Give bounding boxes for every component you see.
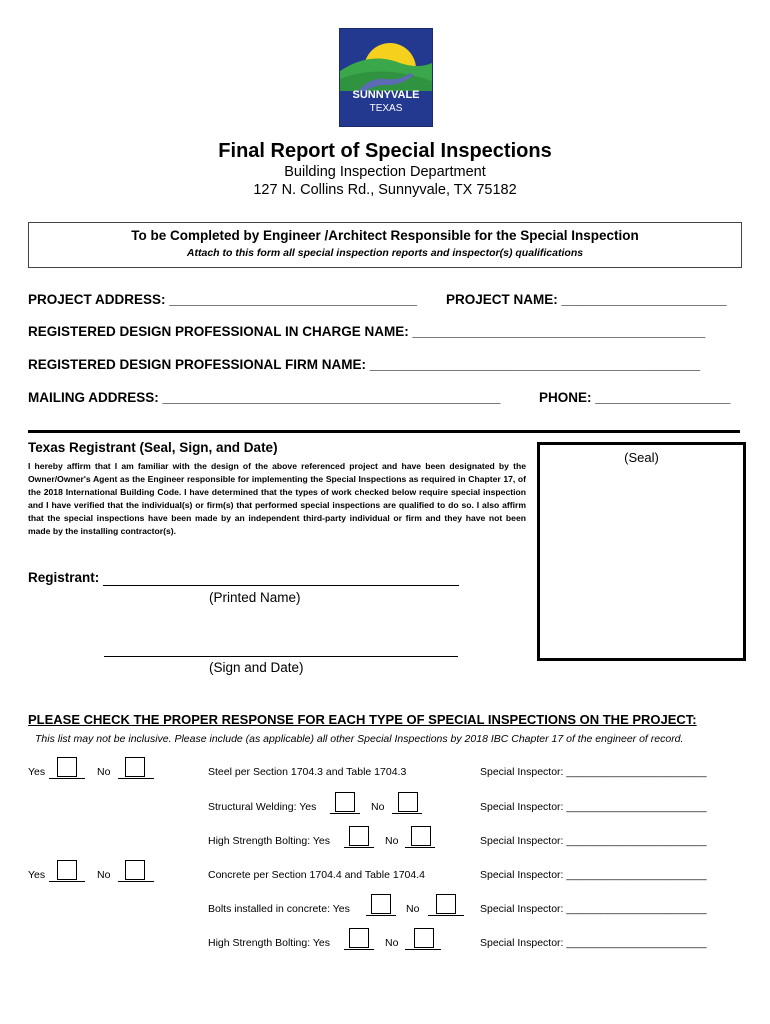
steel-no-checkbox[interactable] [125,757,145,777]
logo-city-name: SUNNYVALE [352,89,420,101]
bolts-concrete-no-label: No [406,903,420,915]
hs-bolting-1-inspector-field[interactable]: Special Inspector: ________________________ [480,835,707,847]
welding-yes-underline [330,813,360,814]
section-divider [28,430,740,433]
welding-label: Structural Welding: Yes [208,801,317,813]
concrete-inspector-field[interactable]: Special Inspector: ________________________ [480,869,707,881]
hs-bolting-1-label: High Strength Bolting: Yes [208,835,331,847]
concrete-yes-underline [49,881,85,882]
registrant-heading: Texas Registrant (Seal, Sign, and Date) [28,440,278,455]
registrant-name-line[interactable] [103,585,459,586]
hs-bolting-2-inspector-field[interactable]: Special Inspector: ________________________ [480,937,707,949]
city-logo [339,28,433,127]
bolts-concrete-yes-underline [366,915,396,916]
bolts-concrete-label: Bolts installed in concrete: Yes [208,903,350,915]
welding-no-underline [392,813,422,814]
concrete-no-checkbox[interactable] [125,860,145,880]
mailing-address-field[interactable]: MAILING ADDRESS: _____________________________________________ [28,390,501,405]
concrete-no-underline [118,881,154,882]
steel-yes-checkbox[interactable] [57,757,77,777]
welding-yes-checkbox[interactable] [335,792,355,812]
steel-no-label: No [97,766,111,778]
seal-box[interactable] [537,442,746,661]
hs-bolting-2-no-checkbox[interactable] [414,928,434,948]
bolts-concrete-yes-checkbox[interactable] [371,894,391,914]
department-name: Building Inspection Department [284,164,486,180]
checklist-heading: PLEASE CHECK THE PROPER RESPONSE FOR EACH TYPE OF SPECIAL INSPECTIONS ON THE PROJECT: [28,712,697,727]
department-address: 127 N. Collins Rd., Sunnyvale, TX 75182 [253,182,517,198]
concrete-label: Concrete per Section 1704.4 and Table 1704.4 [208,869,425,881]
bolts-concrete-no-underline [428,915,464,916]
printed-name-caption: (Printed Name) [209,590,301,605]
steel-yes-underline [49,778,85,779]
project-name-field[interactable]: PROJECT NAME: ______________________ [446,292,727,307]
welding-no-checkbox[interactable] [398,792,418,812]
instructions-heading: To be Completed by Engineer /Architect Responsible for the Special Inspection [131,228,639,243]
hs-bolting-1-yes-underline [344,847,374,848]
concrete-no-label: No [97,869,111,881]
rdp-firm-field[interactable]: REGISTERED DESIGN PROFESSIONAL FIRM NAME: ____________________________________________ [28,357,701,372]
welding-inspector-field[interactable]: Special Inspector: ________________________ [480,801,707,813]
logo-state-name: TEXAS [369,103,403,114]
concrete-yes-label: Yes [28,869,46,881]
hs-bolting-2-yes-underline [344,949,374,950]
bolts-concrete-no-checkbox[interactable] [436,894,456,914]
page-title: Final Report of Special Inspections [218,140,552,162]
hs-bolting-1-no-checkbox[interactable] [411,826,431,846]
hs-bolting-2-no-underline [405,949,441,950]
concrete-yes-checkbox[interactable] [57,860,77,880]
welding-no-label: No [371,801,385,813]
affirmation-text: I hereby affirm that I am familiar with the design of the above referenced project and have been designated by the Owner/Owner's Agent as the Engineer responsible for implementing the Special Inspections as required in Chapter 17, of the 2018 International Building Code. I have determined that the types of work checked below require special inspection and I have verified that the individual(s) or firm(s) that performed special inspections are qualified to do so. I also affirm that the special inspections have been made by an independent third-party individual or firm and they have not been made by the installing contractor(s). [28,461,526,536]
instructions-box [28,222,742,268]
steel-inspector-field[interactable]: Special Inspector: ________________________ [480,766,707,778]
hs-bolting-1-no-underline [405,847,435,848]
sign-date-caption: (Sign and Date) [209,660,304,675]
checklist-note: This list may not be inclusive. Please include (as applicable) all other Special Inspections by 2018 IBC Chapter 17 of the engineer of record. [35,733,684,745]
signature-line[interactable] [104,656,458,657]
seal-label: (Seal) [624,450,659,465]
rdp-name-field[interactable]: REGISTERED DESIGN PROFESSIONAL IN CHARGE NAME: _______________________________________ [28,324,706,339]
hs-bolting-2-yes-checkbox[interactable] [349,928,369,948]
steel-label: Steel per Section 1704.3 and Table 1704.3 [208,766,407,778]
project-address-field[interactable]: PROJECT ADDRESS: _________________________________ [28,292,418,307]
hs-bolting-1-no-label: No [385,835,399,847]
steel-no-underline [118,778,154,779]
bolts-concrete-inspector-field[interactable]: Special Inspector: ________________________ [480,903,707,915]
hs-bolting-1-yes-checkbox[interactable] [349,826,369,846]
hs-bolting-2-label: High Strength Bolting: Yes [208,937,331,949]
steel-yes-label: Yes [28,766,46,778]
registrant-label: Registrant: [28,570,100,585]
hs-bolting-2-no-label: No [385,937,399,949]
instructions-note: Attach to this form all special inspection reports and inspector(s) qualifications [186,247,584,259]
phone-field[interactable]: PHONE: __________________ [539,390,731,405]
